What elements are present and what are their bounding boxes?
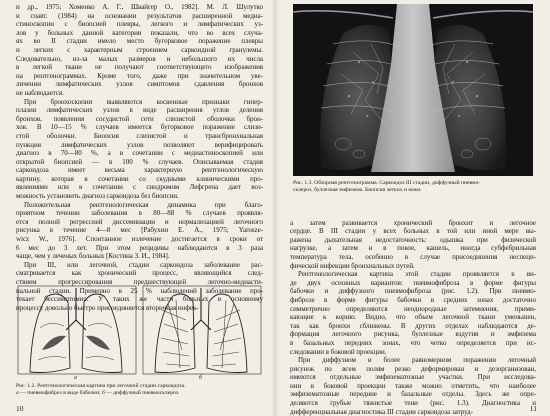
figure-1-3-caption-line-1: Рис. 1.3. Обзорная рентгенограмма. Саркоидоз III стадии, диффузный пневмо- <box>293 180 481 186</box>
text-line: хов. В 10—15 % случаев имеется бугорковое поражение слизи- <box>16 123 263 132</box>
page-number-right: 11 <box>529 404 537 413</box>
text-line: а затем развивается хронический бронхит и легочное <box>290 218 536 227</box>
panel-label-b: б <box>199 375 203 380</box>
text-line: имеются отдельные эмфизематозные участки. При исследова- <box>290 373 536 382</box>
text-line: можность установить диагноз саркоидоза без биопсии. <box>16 192 179 201</box>
panel-label-a: а <box>74 375 77 380</box>
text-line: стиноскопии с биопсией плевры, легкого и лимфатических уз- <box>16 20 263 29</box>
paragraph <box>290 270 536 356</box>
text-line: саркоидоза имеет весьма характерную рентгенологическую <box>16 166 263 175</box>
text-line: чаще, чем у леченых больных [Костина З. И., 1984]. <box>16 252 170 261</box>
text-line: не наблюдается. <box>16 88 64 97</box>
text-line: стой оболочки. Биопсия слизистой и трансбронхиальная <box>16 131 263 140</box>
text-line: личении лимфатических узлов симптомов сдавления бронхов <box>16 80 263 89</box>
text-line: фической инфекции бронхиальных путей. <box>290 261 415 270</box>
figure-1-2-caption-legend <box>16 390 263 397</box>
text-line: сматривается как хронический процесс, являющийся след- <box>16 269 263 278</box>
text-line: диагноз в 70—80 %, а в сочетании с медиастиноскопией или <box>16 149 263 158</box>
text-line: бронхов, появления сосудистой сети слизистой оболочки брон- <box>16 114 263 123</box>
text-line: эмфизематозные передние и базальные отделы. Здесь же опре- <box>290 390 536 399</box>
text-line: При диффузном и более равномерном поражении легочный <box>298 356 536 365</box>
paragraph <box>290 210 536 270</box>
text-line: и соавт. (1984) на основании результатов расширенной медиа- <box>16 11 263 20</box>
text-line: так как бронхи сближены. В других отделах наблюдаются де- <box>290 321 536 330</box>
text-line: картину, которая в сочетании со скудными клиническими про- <box>16 174 263 183</box>
text-line: симметрично определяются неоднородные затемнения, прими- <box>290 304 536 313</box>
paragraph <box>290 356 536 416</box>
text-line: При бронхоскопии выявляются косвенные признаки гипер- <box>24 97 263 106</box>
text-line: Положительная рентгенологическая динамика при благо- <box>24 200 263 209</box>
text-line: и др., 1975; Хоменко А. Г., Швайгер О., 1982]. М. Л. Шулутко <box>16 3 263 11</box>
right-page <box>275 0 550 416</box>
text-line: открытой биопсией — в 100 % случаев. Описываемая стадия <box>16 157 263 166</box>
lung-diagram-figure <box>16 280 263 380</box>
text-line: температура тела, особенно в случае присоединения неспеци- <box>290 252 536 261</box>
figure-1-3-caption-line-2: склероз, буллезная эмфизема. Биопсия легких и кожи. <box>293 187 422 194</box>
paragraph <box>16 3 263 98</box>
text-line: плазии лимфатических узлов в виде расширения углов деления <box>16 106 263 115</box>
text-line: на рентгенограммах. Кроме того, даже при значительном уве- <box>16 71 263 80</box>
text-line: приятном течении заболевания в 80—88 % случаев проявля- <box>16 209 263 218</box>
text-line: текает бессимптомно. У таких же части больных в основному <box>16 295 263 304</box>
text-line: и легких с характерным строением саркоидной гранулемы. <box>16 45 263 54</box>
page-number-left: 10 <box>16 404 24 413</box>
figure-1-2-text-b: — диффузный пневмосклероз. <box>106 390 180 397</box>
text-line: сердце. В III стадии у всех больных в той или иной мере вы- <box>290 227 536 236</box>
text-line: формация легочного рисунка, буллезные вздутия и эмфизема <box>290 330 536 339</box>
text-line: Следовательно, из-за малых размеров и небольшого их числа <box>16 54 263 63</box>
paragraph <box>16 201 263 261</box>
text-line: лов у больных данной категории показали, что во всех случа- <box>16 28 263 37</box>
figure-1-2-caption <box>16 383 263 397</box>
text-line: де двух основных вариантов: пневмофиброза в форме фигуры <box>290 278 536 287</box>
text-line: нагрузке, а затем и в покое, кашель, иногда субфебрильная <box>290 244 536 253</box>
lung-diagram-panel-a <box>18 286 136 380</box>
text-line: бабочки и диффузного пневмофиброза (рис. 1.2). При пневмо- <box>290 287 536 296</box>
text-line: в легкой ткани не получают соответствующего изображения <box>16 63 263 72</box>
text-line: пункция лимфатических узлов позволяют верифицировать <box>16 140 263 149</box>
text-line: нии в боковой проекции также можно отметить, что наиболее <box>290 381 536 390</box>
text-line: wicz W., 1976]. Спонтанное излечение достигается в сроки от <box>16 235 263 244</box>
text-line: ражена дыхательная недостаточность: одышка при физической <box>290 235 536 244</box>
text-line: в базальных передних зонах, что четко определяется при ис- <box>290 338 536 347</box>
text-line <box>290 210 536 219</box>
text-line: ствием прогрессирования предшествующей легочно-медиасти- <box>16 278 263 286</box>
figure-1-2-label-b: б <box>101 390 105 397</box>
text-line: процессу довольно быстро присоединяется вторичная инфек- <box>16 303 199 312</box>
lung-diagram-panel-b <box>143 286 261 380</box>
paragraph <box>16 98 263 201</box>
text-line: явлениями или в сочетании с синдромом Лефгрена дает воз- <box>16 183 263 192</box>
figure-1-2-text-a: — пневмофиброз в виде бабочки; <box>20 390 101 397</box>
text-line: фиброзе в форме фигуры бабочки в средних зонах достаточно <box>290 295 536 304</box>
text-line: ется полной регрессией диссеминации и нормализацией легочного <box>16 217 263 226</box>
text-line: дифференциальная диагностика III стадии саркоидоза затруд- <box>290 407 473 416</box>
text-line: При III, или легочной, стадии саркоидоза заболевание рас- <box>24 260 263 269</box>
text-line: 6 мес до 3 лет. При этом рецидивы наблюдаются в 3 раза <box>16 243 263 252</box>
left-page-text <box>16 3 263 312</box>
text-line: рисунок по всем полям резко деформирован и дезорганизован, <box>290 364 536 373</box>
text-line: кающие к корню. Видно, что объем легочной ткани уменьшен, <box>290 313 536 322</box>
text-line: рисунка в течение 4—8 мес [Рабухин Е. А., 1975; Yarosze- <box>16 226 263 235</box>
figure-1-2-label-a: а <box>16 390 19 397</box>
text-line: деляются грубые тяжистые тени (рис. 1.3). Диагностика и <box>290 399 536 408</box>
right-page-text <box>290 210 536 416</box>
text-line: ях во II стадии имело место бугорковое поражение плевры <box>16 37 263 46</box>
text-line: нальной стадии. Примерно в 25 % наблюдений заболевание про- <box>16 286 263 295</box>
text-line: Рентгенологическая картина этой стадии проявляется в ви- <box>298 270 536 279</box>
chest-xray-image <box>293 4 533 176</box>
figure-1-2-caption-title: Рис. 1.2. Рентгенологическая картина при легочной стадии саркоидоза. <box>16 383 186 389</box>
text-line: следовании в боковой проекции. <box>290 347 387 356</box>
figure-1-3-caption <box>293 180 536 194</box>
